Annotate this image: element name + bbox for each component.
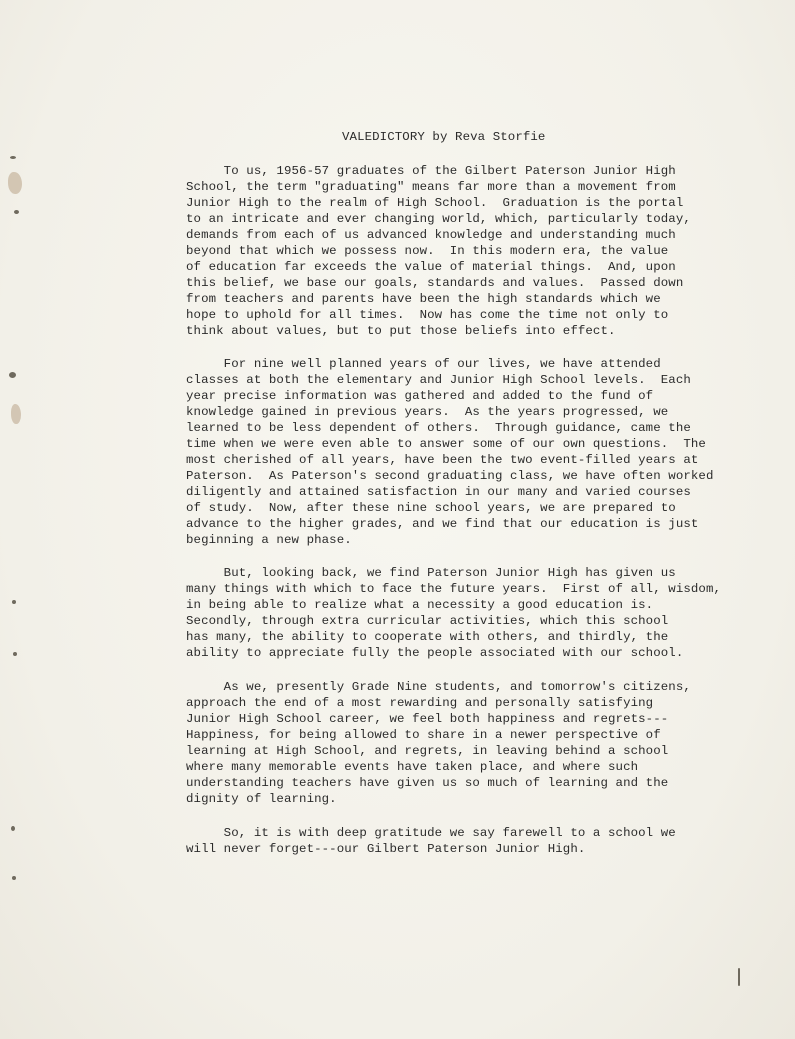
text-line: ability to appreciate fully the people associated with our school. <box>186 646 684 660</box>
paragraph-3 <box>186 565 786 661</box>
text-line: most cherished of all years, have been the two event-filled years at <box>186 453 699 467</box>
text-line: advance to the higher grades, and we find that our education is just <box>186 517 699 531</box>
text-line: beyond that which we possess now. In this modern era, the value <box>186 244 669 258</box>
text-line: many things with which to face the future years. First of all, wisdom, <box>186 582 722 596</box>
tape-stain <box>8 172 22 194</box>
text-line: in being able to realize what a necessity a good education is. <box>186 598 654 612</box>
text-line: learned to be less dependent of others. Through guidance, came the <box>186 421 691 435</box>
text-line: beginning a new phase. <box>186 533 352 547</box>
text-line: Paterson. As Paterson's second graduating class, we have often worked <box>186 469 714 483</box>
punch-mark <box>12 876 16 880</box>
text-line: As we, presently Grade Nine students, and tomorrow's citizens, <box>186 680 691 694</box>
text-line: But, looking back, we find Paterson Junior High has given us <box>186 566 676 580</box>
text-line: Happiness, for being allowed to share in a newer perspective of <box>186 728 661 742</box>
text-line: Secondly, through extra curricular activities, which this school <box>186 614 669 628</box>
tape-stain <box>11 404 21 424</box>
text-line: to an intricate and ever changing world, which, particularly today, <box>186 212 691 226</box>
text-line: Junior High School career, we feel both happiness and regrets--- <box>186 712 669 726</box>
text-line: from teachers and parents have been the high standards which we <box>186 292 661 306</box>
paragraph-5 <box>186 825 786 857</box>
text-line: of study. Now, after these nine school years, we are prepared to <box>186 501 676 515</box>
text-line: dignity of learning. <box>186 792 337 806</box>
text-line: this belief, we base our goals, standards and values. Passed down <box>186 276 684 290</box>
pencil-mark <box>738 968 740 986</box>
text-line: think about values, but to put those beliefs into effect. <box>186 324 616 338</box>
text-line: of education far exceeds the value of material things. And, upon <box>186 260 676 274</box>
paragraph-4 <box>186 679 786 807</box>
paragraph-1 <box>186 163 786 339</box>
text-line: has many, the ability to cooperate with others, and thirdly, the <box>186 630 669 644</box>
paragraph-2 <box>186 356 786 548</box>
punch-mark <box>12 600 16 604</box>
text-line: diligently and attained satisfaction in our many and varied courses <box>186 485 691 499</box>
text-line: Junior High to the realm of High School. Graduation is the portal <box>186 196 684 210</box>
text-line: knowledge gained in previous years. As the years progressed, we <box>186 405 669 419</box>
text-line: hope to uphold for all times. Now has come the time not only to <box>186 308 669 322</box>
text-line: So, it is with deep gratitude we say farewell to a school we <box>186 826 676 840</box>
text-line: will never forget---our Gilbert Paterson Junior High. <box>186 842 586 856</box>
punch-mark <box>9 372 16 378</box>
text-line: School, the term "graduating" means far more than a movement from <box>186 180 676 194</box>
text-line: To us, 1956-57 graduates of the Gilbert Paterson Junior High <box>186 164 676 178</box>
text-line: learning at High School, and regrets, in leaving behind a school <box>186 744 669 758</box>
text-line: year precise information was gathered and added to the fund of <box>186 389 654 403</box>
punch-mark <box>10 156 16 159</box>
text-line: where many memorable events have taken place, and where such <box>186 760 639 774</box>
punch-mark <box>13 652 17 656</box>
text-line: For nine well planned years of our lives, we have attended <box>186 357 661 371</box>
document-title: VALEDICTORY by Reva Storfie <box>342 130 546 144</box>
punch-mark <box>14 210 19 214</box>
punch-mark <box>11 826 15 831</box>
text-line: time when we were even able to answer some of our own questions. The <box>186 437 706 451</box>
text-line: understanding teachers have given us so much of learning and the <box>186 776 669 790</box>
text-line: classes at both the elementary and Junior High School levels. Each <box>186 373 691 387</box>
text-line: demands from each of us advanced knowledge and understanding much <box>186 228 676 242</box>
text-line: approach the end of a most rewarding and personally satisfying <box>186 696 654 710</box>
